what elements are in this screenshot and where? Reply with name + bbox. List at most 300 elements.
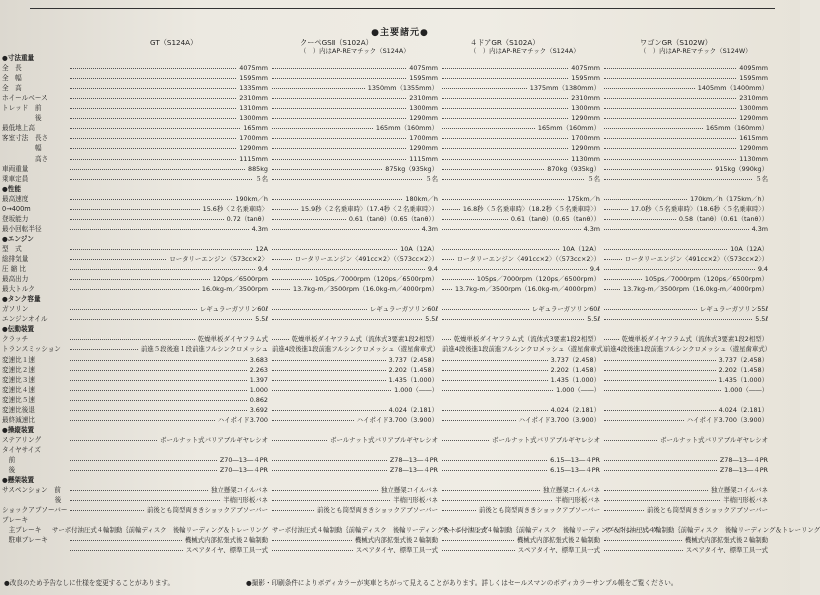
spec-value: ボールナット式バリアブルギヤレシオ xyxy=(660,435,768,444)
footer-note-left: ●改良のため予告なしに仕様を変更することがあります。 xyxy=(4,579,175,587)
row-label: 変速比５速 xyxy=(2,395,35,404)
spec-value: ５名 xyxy=(587,174,600,183)
dot-leader xyxy=(442,289,452,290)
spec-value: ボールナット式バリアブルギヤレシオ xyxy=(160,435,268,444)
spec-value: 0.72（tanθ） xyxy=(226,214,268,223)
spec-value: 3.683 xyxy=(249,355,268,364)
row-label: ブレーキ xyxy=(2,516,29,525)
dot-leader xyxy=(70,400,247,401)
dot-leader xyxy=(70,108,236,109)
table-row xyxy=(0,465,800,475)
spec-value: 1290mm xyxy=(571,144,600,153)
dot-leader xyxy=(272,199,402,200)
spec-value: 170km／h（175km／h） xyxy=(690,194,768,203)
dot-leader xyxy=(442,510,476,511)
row-label xyxy=(2,545,9,555)
dot-leader xyxy=(272,159,406,160)
table-row xyxy=(0,284,800,294)
dot-leader xyxy=(442,169,544,170)
spec-value: 165mm（160mm） xyxy=(375,124,438,133)
dot-leader xyxy=(442,148,568,149)
table-row xyxy=(0,304,800,314)
row-label: 客室寸法 長さ xyxy=(2,134,49,143)
dot-leader xyxy=(604,550,683,551)
dot-leader xyxy=(604,339,619,340)
dot-leader xyxy=(442,390,553,391)
row-label: ●性能 xyxy=(2,184,21,193)
section-header-row xyxy=(0,234,800,244)
dot-leader xyxy=(442,269,587,270)
spec-value: 5.5ℓ xyxy=(755,315,768,324)
dot-leader xyxy=(272,550,353,551)
dot-leader xyxy=(272,279,312,280)
dot-leader xyxy=(70,490,208,491)
spec-value: ロータリーエンジン〈491cc×2〉（〈573cc×2〉） xyxy=(624,255,768,263)
dot-leader xyxy=(70,159,236,160)
dot-leader xyxy=(70,179,252,180)
spec-value: 半楕円形板バネ xyxy=(555,496,600,505)
dot-leader xyxy=(70,249,252,250)
dot-leader xyxy=(70,169,245,170)
dot-leader xyxy=(272,510,314,511)
dot-leader xyxy=(442,380,548,381)
row-label: 全 幅 xyxy=(2,74,22,83)
spec-value: 9.4 xyxy=(257,265,268,274)
row-label: 最高出力 xyxy=(2,275,29,284)
dot-leader xyxy=(604,269,755,270)
spec-value: 1.000（――） xyxy=(724,385,768,394)
dot-leader xyxy=(70,148,236,149)
spec-value: 1595mm xyxy=(239,74,268,83)
row-label: 0→400m xyxy=(2,204,31,213)
spec-value: ハイポイド3.700（3.900） xyxy=(356,415,438,424)
dot-leader xyxy=(442,138,568,139)
dot-leader xyxy=(604,540,682,541)
spec-value: 16.0kg-m／3500rpm xyxy=(201,285,268,294)
table-row xyxy=(0,515,800,525)
spec-value: レギュラーガソリン60ℓ xyxy=(369,305,438,314)
spec-value: 0.862 xyxy=(249,395,268,404)
spec-value: 1115mm xyxy=(239,154,268,163)
spec-value: 1405mm（1400mm） xyxy=(697,84,768,93)
dot-leader xyxy=(442,490,540,491)
spec-value: 915kg（990kg） xyxy=(715,164,768,173)
spec-value: ロータリーエンジン〈491cc×2〉（〈573cc×2〉） xyxy=(294,255,438,263)
dot-leader xyxy=(272,500,390,501)
dot-leader xyxy=(604,118,736,119)
dot-leader xyxy=(70,279,210,280)
dot-leader xyxy=(442,249,559,250)
dot-leader xyxy=(604,169,712,170)
dot-leader xyxy=(442,440,489,441)
dot-leader xyxy=(604,410,716,411)
table-row xyxy=(0,405,800,415)
row-label: 変速比４速 xyxy=(2,385,35,394)
spec-value: サーボ付油圧式４輪制動｛前輪ディスク 後輪リーディング＆トレーリング xyxy=(442,526,658,535)
dot-leader xyxy=(70,540,182,541)
spec-value: ボールナット式バリアブルギヤレシオ xyxy=(330,435,438,444)
spec-value: 1.000（――） xyxy=(556,385,600,394)
spec-value: 16.8秒〈５名乗車時〉（18.2秒〈５名乗車時〉） xyxy=(462,204,600,213)
spec-value: 1595mm xyxy=(571,74,600,83)
spec-value: 1700mm xyxy=(239,134,268,143)
table-row xyxy=(0,224,800,234)
row-label: クラッチ xyxy=(2,335,29,344)
dot-leader xyxy=(442,98,568,99)
spec-value: 10A（12A） xyxy=(730,244,768,253)
dot-leader xyxy=(272,179,422,180)
dot-leader xyxy=(604,279,642,280)
table-row xyxy=(0,535,800,545)
spec-value: 3.737（2.458） xyxy=(388,355,438,364)
dot-leader xyxy=(604,360,716,361)
spec-value: 前後とも筒型両ききショックアブソーバー xyxy=(317,506,438,515)
dot-leader xyxy=(70,390,247,391)
spec-value: 0.58（tanθ）（0.61（tanθ）） xyxy=(678,214,768,223)
table-row xyxy=(0,143,800,153)
dot-leader xyxy=(272,380,386,381)
row-label: 変速比後退 xyxy=(2,405,35,414)
spec-value: Z70―13―４PR xyxy=(219,456,268,464)
table-row xyxy=(0,334,800,344)
dot-leader xyxy=(272,68,406,69)
section-header-row xyxy=(0,425,800,435)
dot-leader xyxy=(70,380,247,381)
spec-value: ハイポイド3.700 xyxy=(217,415,268,424)
table-row xyxy=(0,485,800,495)
row-label: 後 xyxy=(2,114,42,123)
row-label: トランスミッション xyxy=(2,345,61,354)
dot-leader xyxy=(604,78,736,79)
spec-value: 1290mm xyxy=(409,144,438,153)
spec-value: 5.5ℓ xyxy=(587,315,600,324)
row-label: 主ブレーキ xyxy=(2,526,42,535)
row-label: 前 xyxy=(2,456,16,464)
spec-value: 1300mm xyxy=(571,104,600,113)
table-row xyxy=(0,435,800,445)
dot-leader xyxy=(442,540,514,541)
table-row xyxy=(0,113,800,123)
column-name: ワゴンGR（S102W） xyxy=(640,38,712,47)
dot-leader xyxy=(70,219,224,220)
spec-value: 1.000（――） xyxy=(394,385,438,394)
spec-value: 120ps／6500rpm xyxy=(212,275,268,284)
table-row xyxy=(0,445,800,455)
spec-value: Z70―13―４PR xyxy=(219,466,268,475)
spec-value: Z78―13―４PR xyxy=(389,456,438,464)
spec-value: ５名 xyxy=(755,174,768,183)
dot-leader xyxy=(442,179,584,180)
dot-leader xyxy=(604,500,720,501)
dot-leader xyxy=(604,88,695,89)
table-row xyxy=(0,455,800,465)
spec-value: 1310mm xyxy=(239,104,268,113)
dot-leader xyxy=(442,68,568,69)
dot-leader xyxy=(70,209,200,210)
spec-value: 1350mm（1355mm） xyxy=(367,84,438,93)
dot-leader xyxy=(272,420,354,421)
dot-leader xyxy=(70,500,220,501)
spec-value: 4095mm xyxy=(739,64,768,73)
dot-leader xyxy=(70,460,217,461)
dot-leader xyxy=(442,550,515,551)
dot-leader xyxy=(272,259,292,260)
dot-leader xyxy=(442,279,474,280)
dot-leader xyxy=(70,420,215,421)
column-name: GT（S124A） xyxy=(150,38,198,47)
dot-leader xyxy=(604,510,644,511)
spec-value: 2.263 xyxy=(249,365,268,374)
table-row xyxy=(0,545,800,555)
row-label: 高さ xyxy=(2,154,49,163)
top-border xyxy=(30,0,775,9)
dot-leader xyxy=(442,128,535,129)
row-label: 変速比２速 xyxy=(2,365,35,374)
dot-leader xyxy=(604,128,703,129)
row-label: 最高速度 xyxy=(2,194,29,203)
dot-leader xyxy=(70,269,255,270)
spec-value: 2310mm xyxy=(739,94,768,103)
table-row xyxy=(0,385,800,395)
dot-leader xyxy=(70,78,236,79)
dot-leader xyxy=(70,309,197,310)
spec-value: 1300mm xyxy=(239,114,268,123)
dot-leader xyxy=(442,108,568,109)
spec-value: 独立懸架コイルバネ xyxy=(211,486,268,495)
dot-leader xyxy=(442,209,460,210)
spec-value: 前進4段後進1段前進フルシンクロメッシュ（遊星歯車式） xyxy=(604,345,772,354)
dot-leader xyxy=(272,78,406,79)
spec-value: 175km／h xyxy=(567,194,600,203)
row-label: ステアリング xyxy=(2,435,42,444)
dot-leader xyxy=(70,510,144,511)
section-header-row xyxy=(0,324,800,334)
dot-leader xyxy=(604,289,620,290)
table-row xyxy=(0,214,800,224)
table-row xyxy=(0,375,800,385)
dot-leader xyxy=(442,259,454,260)
table-row xyxy=(0,314,800,324)
row-label: ●伝動装置 xyxy=(2,325,35,334)
dot-leader xyxy=(604,249,727,250)
dot-leader xyxy=(272,440,327,441)
row-label: ●寸法重量 xyxy=(2,54,35,62)
spec-value: 105ps／7000rpm（120ps／6500rpm） xyxy=(644,275,768,284)
dot-leader xyxy=(442,470,547,471)
row-label: 最終減速比 xyxy=(2,415,35,424)
spec-value: 1700mm xyxy=(409,134,438,143)
spec-value: 2310mm xyxy=(409,94,438,103)
spec-value: 1.397 xyxy=(249,375,268,384)
spec-value: 乾燥単板ダイヤフラム式（流体式3要素1段2相型） xyxy=(291,335,438,344)
table-row xyxy=(0,264,800,274)
dot-leader xyxy=(604,440,657,441)
spec-value: 180km／h xyxy=(405,194,438,203)
spec-value: ハイポイド3.700（3.900） xyxy=(518,415,600,424)
dot-leader xyxy=(272,490,378,491)
dot-leader xyxy=(272,128,373,129)
dot-leader xyxy=(442,360,548,361)
dot-leader xyxy=(604,68,736,69)
table-row xyxy=(0,83,800,93)
spec-value: 4.3m xyxy=(251,224,268,233)
dot-leader xyxy=(272,138,406,139)
dot-leader xyxy=(272,410,386,411)
dot-leader xyxy=(272,269,425,270)
dot-leader xyxy=(442,88,527,89)
dot-leader xyxy=(70,199,232,200)
dot-leader xyxy=(604,309,697,310)
column-subtitle: （ ）内はAP-REマチック（S124A） xyxy=(300,47,410,55)
dot-leader xyxy=(272,108,406,109)
dot-leader xyxy=(442,219,508,220)
spec-value: 1290mm xyxy=(571,114,600,123)
spec-value: 1290mm xyxy=(239,144,268,153)
spec-value: 3.737（2.458） xyxy=(718,355,768,364)
spec-value: 13.7kg-m／3500rpm（16.0kg-m／4000rpm） xyxy=(623,285,768,294)
spec-value: ロータリーエンジン〈573cc×2〉 xyxy=(169,255,268,263)
row-label: ホイールベース xyxy=(2,94,48,103)
spec-value: レギュラーガソリン60ℓ xyxy=(199,305,268,314)
spec-value: 前後とも筒型両ききショックアブソーバー xyxy=(479,506,600,515)
row-label: 車両重量 xyxy=(2,164,29,173)
spec-value: 1290mm xyxy=(409,114,438,123)
dot-leader xyxy=(272,148,406,149)
row-label: ガソリン xyxy=(2,305,29,314)
spec-value: 885kg xyxy=(248,164,268,173)
row-label: タイヤサイズ xyxy=(2,445,41,454)
spec-value: 前進５段後進１段前進フルシンクロメッシュ xyxy=(141,345,268,354)
row-label: 変速比３速 xyxy=(2,375,35,384)
spec-value: スペアタイヤ、標準工具一式 xyxy=(185,546,268,555)
column-name: クーペGSⅡ（S102A） xyxy=(300,38,373,47)
dot-leader xyxy=(272,249,397,250)
section-header-row xyxy=(0,294,800,304)
dot-leader xyxy=(442,159,568,160)
spec-value: 3.737（2.458） xyxy=(550,355,600,364)
section-header-row xyxy=(0,53,800,63)
spec-value: ハイポイド3.700（3.900） xyxy=(686,415,768,424)
spec-value: 9.4 xyxy=(589,265,600,274)
section-header-row xyxy=(0,475,800,485)
dot-leader xyxy=(604,148,736,149)
spec-value: 9.4 xyxy=(757,265,768,274)
dot-leader xyxy=(70,88,236,89)
dot-leader xyxy=(272,88,365,89)
row-label: 型 式 xyxy=(2,244,22,253)
spec-value: 165mm（160mm） xyxy=(705,124,768,133)
table-row xyxy=(0,274,800,284)
dot-leader xyxy=(70,410,247,411)
dot-leader xyxy=(604,229,749,230)
dot-leader xyxy=(70,138,236,139)
spec-value: 1300mm xyxy=(409,104,438,113)
spec-value: 13.7kg-m／3500rpm（16.0kg-m／4000rpm） xyxy=(455,285,600,294)
spec-value: レギュラーガソリン60ℓ xyxy=(531,305,600,314)
spec-value: 2.202（1.458） xyxy=(388,365,438,374)
spec-value: 1290mm xyxy=(739,114,768,123)
spec-value: 乾燥単板ダイヤフラム式 xyxy=(197,335,268,344)
spec-value: 機械式内部拡張式後２輪制動 xyxy=(516,536,600,545)
row-label: 変速比１速 xyxy=(2,355,35,364)
dot-leader xyxy=(272,470,387,471)
row-label: ●タンク容量 xyxy=(2,295,41,304)
spec-value: 15.6秒〈２名乗車時〉 xyxy=(202,204,268,213)
spec-value: 2.202（1.458） xyxy=(550,365,600,374)
dot-leader xyxy=(272,319,422,320)
spec-value: 半楕円形板バネ xyxy=(723,496,768,505)
spec-value: 1.000 xyxy=(249,385,268,394)
dot-leader xyxy=(442,500,552,501)
dot-leader xyxy=(442,319,584,320)
dot-leader xyxy=(70,319,252,320)
table-row xyxy=(0,365,800,375)
spec-value: ボールナット式バリアブルギヤレシオ xyxy=(492,435,600,444)
dot-leader xyxy=(70,440,157,441)
spec-value: 5.5ℓ xyxy=(255,315,268,324)
dot-leader xyxy=(272,370,386,371)
spec-value: 9.4 xyxy=(427,265,438,274)
table-row xyxy=(0,73,800,83)
row-label: 最低地上高 xyxy=(2,124,35,133)
dot-leader xyxy=(604,219,676,220)
dot-leader xyxy=(604,159,736,160)
column-header xyxy=(150,38,197,47)
dot-leader xyxy=(70,98,236,99)
dot-leader xyxy=(70,370,247,371)
dot-leader xyxy=(604,209,628,210)
dot-leader xyxy=(442,199,564,200)
spec-value: 4.024（2.181） xyxy=(718,405,768,414)
dot-leader xyxy=(70,118,236,119)
dot-leader xyxy=(442,420,516,421)
row-label: 圧 縮 比 xyxy=(2,265,26,274)
dot-leader xyxy=(70,470,217,471)
row-label: 乗車定員 xyxy=(2,174,29,183)
spec-value: 4075mm xyxy=(239,64,268,73)
spec-value: 1700mm xyxy=(571,134,600,143)
page-title: ●主要諸元● xyxy=(371,28,429,38)
spec-value: 4.3m xyxy=(751,224,768,233)
row-label: 最小回転半径 xyxy=(2,224,42,233)
spec-value: 前進4段後進1段前進フルシンクロメッシュ（遊星歯車式） xyxy=(442,345,610,354)
spec-value: サーボ付油圧式４輪制動｛前輪ディスク 後輪リーディング＆トレーリング xyxy=(272,526,488,535)
dot-leader xyxy=(442,229,581,230)
dot-leader xyxy=(70,360,247,361)
spec-value: 半楕円形板バネ xyxy=(223,496,268,505)
row-label: エンジンオイル xyxy=(2,315,48,324)
row-label: トレッド 前 xyxy=(2,104,42,113)
spec-value: 半楕円形板バネ xyxy=(393,496,438,505)
table-row xyxy=(0,204,800,214)
table-row xyxy=(0,355,800,365)
dot-leader xyxy=(442,370,548,371)
row-label: 駐車ブレーキ xyxy=(2,536,48,545)
spec-value: 0.61（tanθ）（0.65（tanθ）） xyxy=(348,214,438,223)
row-label: 全 高 xyxy=(2,84,22,93)
spec-value: 12A xyxy=(255,244,268,253)
dot-leader xyxy=(604,259,622,260)
row-label: サスペンション 前 xyxy=(2,486,61,495)
spec-value: 6.15―13―４PR xyxy=(550,466,600,475)
dot-leader xyxy=(442,309,529,310)
dot-leader xyxy=(272,169,382,170)
spec-value: 2310mm xyxy=(571,94,600,103)
table-row xyxy=(0,415,800,425)
dot-leader xyxy=(604,319,752,320)
spec-value: 1290mm xyxy=(739,144,768,153)
spec-value: 1.435（1.000） xyxy=(550,375,600,384)
